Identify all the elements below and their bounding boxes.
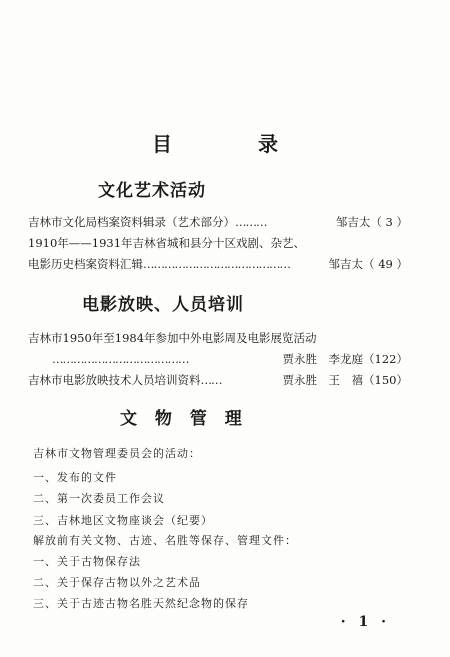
toc-entry-title: 1910年——1931年吉林省城和县分十区戏剧、杂艺、 bbox=[28, 236, 306, 250]
toc-entry-title: 电影历史档案资料汇辑 bbox=[28, 257, 143, 271]
toc-entry-title: 吉林市1950年至1984年参加中外电影周及电影展览活动 bbox=[28, 331, 317, 345]
relics-line: 解放前有关文物、古迹、名胜等保存、管理文件： bbox=[33, 534, 297, 547]
section-heading-arts: 文化艺术活动 bbox=[98, 181, 206, 201]
toc-title-char-2: 录 bbox=[258, 132, 280, 156]
relics-line: 三、关于古迹古物名胜天然纪念物的保存 bbox=[33, 597, 249, 610]
toc-entry bbox=[28, 351, 408, 367]
toc-title-char-1: 目 bbox=[152, 132, 174, 156]
toc-leader-dots: …………………………………… bbox=[143, 257, 290, 271]
toc-entry-title: 吉林市电影放映技术人员培训资料 bbox=[28, 373, 201, 387]
toc-entry bbox=[28, 214, 408, 230]
toc-leader-dots: …… bbox=[200, 373, 222, 387]
relics-line: 三、吉林地区文物座谈会（纪要） bbox=[33, 514, 213, 527]
relics-line: 一、关于古物保存法 bbox=[33, 555, 141, 568]
toc-entry bbox=[28, 256, 408, 272]
toc-entry bbox=[28, 235, 408, 251]
toc-entry bbox=[28, 372, 408, 388]
relics-line: 吉林市文物管理委员会的活动： bbox=[33, 447, 201, 460]
section-heading-film: 电影放映、人员培训 bbox=[82, 295, 244, 315]
toc-entry-title: 吉林市文化局档案资料辑录（艺术部分） bbox=[28, 215, 235, 229]
toc-leader-dots: ……… bbox=[235, 215, 267, 229]
page-number: · 1 · bbox=[340, 614, 390, 630]
section-heading-relics: 文 物 管 理 bbox=[120, 409, 248, 429]
relics-line: 一、发布的文件 bbox=[33, 471, 117, 484]
toc-entry-author: 贾永胜 李龙庭（122） bbox=[282, 352, 408, 366]
toc-leader-dots: ………………………………… bbox=[52, 352, 189, 366]
toc-entry-author: 贾永胜 王 禧（150） bbox=[282, 373, 408, 387]
toc-entry-author: 邹吉太（ 3 ） bbox=[335, 215, 408, 229]
relics-line: 二、关于保存古物以外之艺术品 bbox=[33, 576, 201, 589]
toc-entry-author: 邹吉太（ 49 ） bbox=[328, 257, 408, 271]
toc-entry bbox=[28, 330, 408, 346]
relics-line: 二、第一次委员工作会议 bbox=[33, 492, 165, 505]
